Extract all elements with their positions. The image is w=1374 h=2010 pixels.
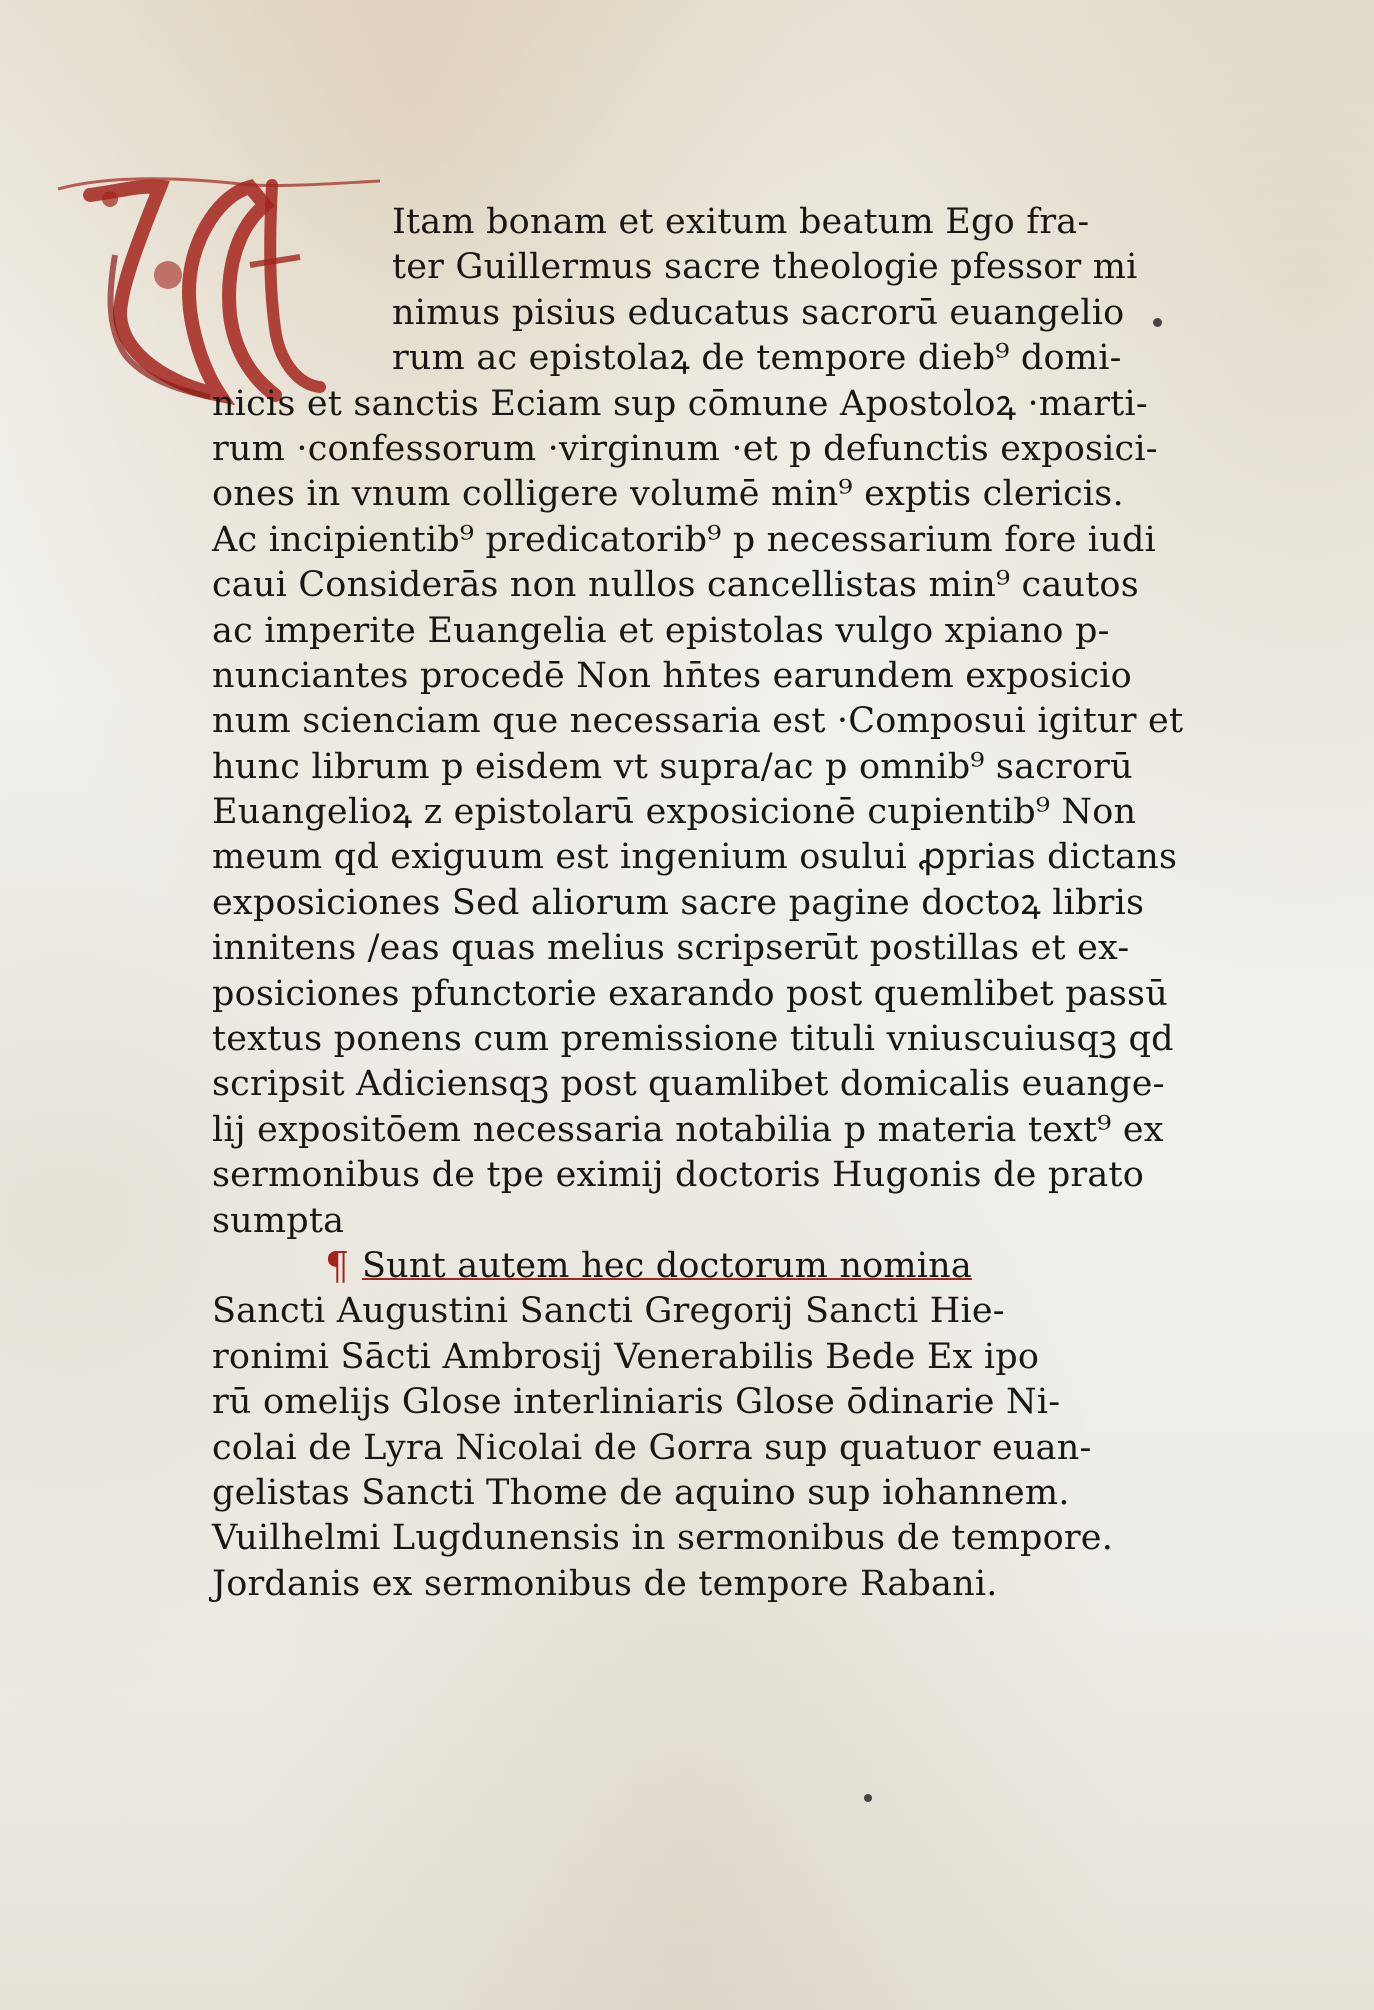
names-line: ronimi Sācti Ambrosij Venerabilis Bede Ex ipo	[212, 1336, 1040, 1377]
text-line: nunciantes procedē Non hn̄tes earundem exposicio	[212, 655, 1132, 696]
text-line: ac imperite Euangelia et epistolas vulgo xpiano p-	[212, 610, 1110, 651]
text-line: ones in vnum colligere volumē min⁹ exptis clericis.	[212, 474, 1124, 515]
text-line: sumpta	[212, 1200, 345, 1241]
names-line: Sancti Augustini Sancti Gregorij Sancti Hie-	[212, 1291, 1005, 1332]
names-line: rū omelijs Glose interliniaris Glose ōdinarie Ni-	[212, 1382, 1061, 1423]
text-line: innitens /eas quas melius scripserūt postillas et ex-	[212, 928, 1130, 969]
text-line: ter Guillermus sacre theologie pfessor mi	[392, 247, 1138, 288]
text-line: posiciones pfunctorie exarando post quemlibet passū	[212, 973, 1168, 1014]
ink-spot	[864, 1794, 872, 1802]
text-line: Ac incipientib⁹ predicatorib⁹ p necessarium fore iudi	[212, 519, 1156, 560]
names-line: colai de Lyra Nicolai de Gorra sup quatuor euan-	[212, 1427, 1092, 1468]
text-line: rum ac epistolaꝝ de tempore dieb⁹ domi-	[392, 338, 1122, 379]
text-line: nimus pisius educatus sacrorū euangelio	[392, 292, 1125, 333]
names-line: Jordanis ex sermonibus de tempore Rabani.	[212, 1563, 998, 1604]
text-line: exposiciones Sed aliorum sacre pagine doctoꝝ libris	[212, 882, 1145, 923]
names-line: Vuilhelmi Lugdunensis in sermonibus de tempore.	[212, 1518, 1114, 1559]
text-line: num scienciam que necessaria est ·Composui igitur et	[212, 701, 1184, 742]
text-line: meum qd exiguum est ingenium osului ꝓprias dictans	[212, 837, 1178, 878]
text-line: rum ·confessorum ·virginum ·et p defunctis exposici-	[212, 428, 1158, 469]
main-text-block	[212, 200, 1184, 1607]
text-line: Itam bonam et exitum beatum Ego fra-	[392, 202, 1090, 242]
text-line: scripsit Adiciensqꝫ post quamlibet domicalis euange-	[212, 1064, 1165, 1105]
pilcrow-icon: ¶	[325, 1243, 350, 1288]
text-line: caui Considerās non nullos cancellistas min⁹ cautos	[212, 565, 1139, 606]
text-line: sermonibus de tpe eximij doctoris Hugonis de prato	[212, 1155, 1144, 1196]
text-line: Euangelioꝝ z epistolarū exposicionē cupientib⁹ Non	[212, 792, 1137, 833]
text-line: hunc librum p eisdem vt supra/ac p omnib⁹ sacrorū	[212, 746, 1133, 787]
sub-heading	[212, 1244, 1112, 1289]
names-line: gelistas Sancti Thome de aquino sup iohannem.	[212, 1472, 1070, 1513]
text-line: textus ponens cum premissione tituli vniuscuiusqꝫ qd	[212, 1019, 1174, 1060]
text-line: nicis et sanctis Eciam sup cōmune Apostoloꝝ ·marti-	[212, 383, 1148, 424]
text-line: lij expositōem necessaria notabilia p materia text⁹ ex	[212, 1109, 1164, 1150]
ink-spot	[1153, 318, 1162, 327]
sub-heading-text: Sunt autem hec doctorum nomina	[362, 1245, 972, 1286]
